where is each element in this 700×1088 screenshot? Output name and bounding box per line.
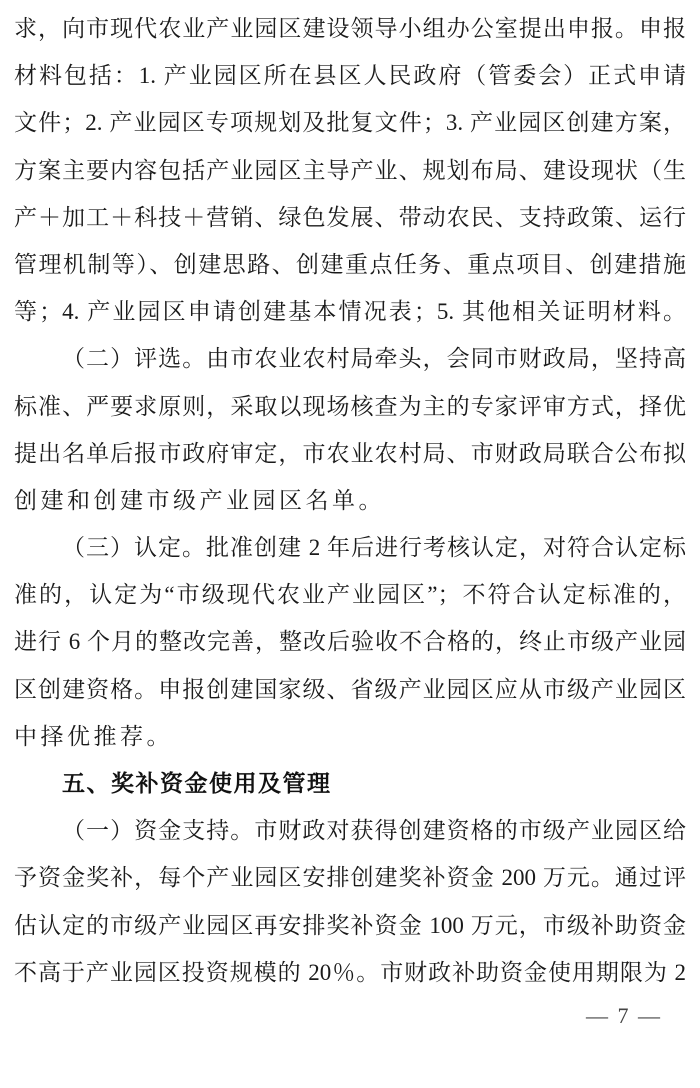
text-line: 区创建资格。申报创建国家级、省级产业园区应从市级产业园区 [14, 676, 686, 702]
text-line: 等；4. 产业园区申请创建基本情况表；5. 其他相关证明材料。 [14, 299, 686, 325]
text-line: 文件；2. 产业园区专项规划及批复文件；3. 产业园区创建方案， [14, 110, 686, 136]
text-line: 准的，认定为“市级现代农业产业园区”；不符合认定标准的， [14, 582, 686, 608]
text-line: （二）评选。由市农业农村局牵头，会同市财政局，坚持高 [62, 346, 686, 372]
section-heading: 五、奖补资金使用及管理 [62, 770, 332, 796]
text-line: （三）认定。批准创建 2 年后进行考核认定，对符合认定标 [62, 535, 686, 561]
text-line: 中择优推荐。 [14, 723, 173, 749]
text-line: 进行 6 个月的整改完善，整改后验收不合格的，终止市级产业园 [14, 629, 686, 655]
text-line: 创建和创建市级产业园区名单。 [14, 487, 385, 513]
text-line: 估认定的市级产业园区再安排奖补资金 100 万元，市级补助资金 [14, 912, 686, 938]
text-line: 管理机制等）、创建思路、创建重点任务、重点项目、创建措施 [14, 251, 686, 277]
text-line: 方案主要内容包括产业园区主导产业、规划布局、建设现状（生 [14, 157, 686, 183]
text-line: 产＋加工＋科技＋营销、绿色发展、带动农民、支持政策、运行 [14, 204, 686, 230]
text-line: 予资金奖补，每个产业园区安排创建奖补资金 200 万元。通过评 [14, 865, 686, 891]
text-line: 提出名单后报市政府审定，市农业农村局、市财政局联合公布拟 [14, 440, 686, 466]
text-line: 求，向市现代农业产业园区建设领导小组办公室提出申报。申报 [14, 16, 686, 41]
text-line: 材料包括：1. 产业园区所在县区人民政府（管委会）正式申请 [14, 63, 686, 89]
text-line: （一）资金支持。市财政对获得创建资格的市级产业园区给 [62, 818, 686, 844]
page-number: — 7 — [586, 1002, 662, 1028]
text-line: 不高于产业园区投资规模的 20％。市财政补助资金使用期限为 2 [14, 959, 686, 985]
text-line: 标准、严要求原则，采取以现场核查为主的专家评审方式，择优 [14, 393, 686, 419]
